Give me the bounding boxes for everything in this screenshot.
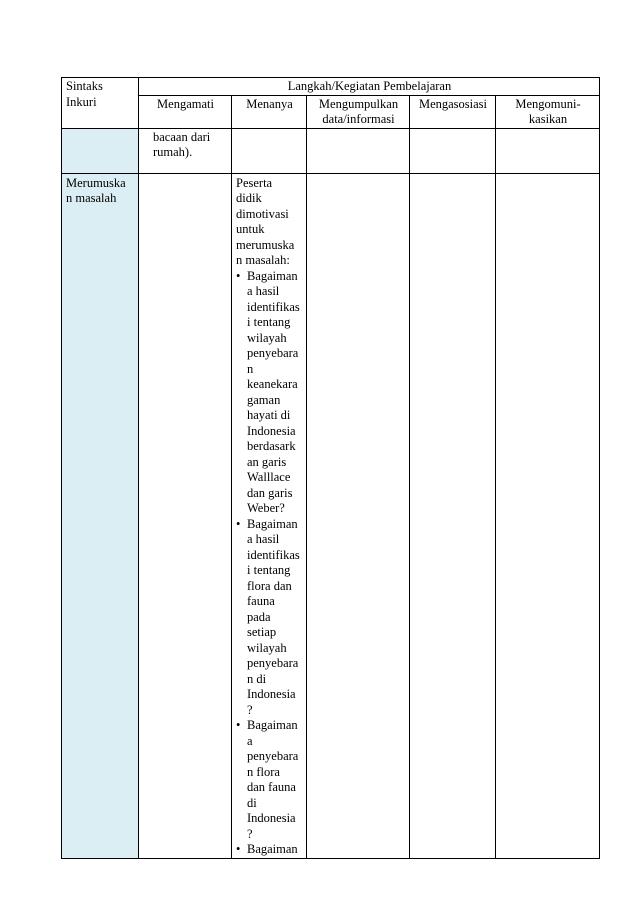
question-list bbox=[236, 269, 303, 858]
cell-mengamati-empty bbox=[139, 173, 232, 858]
header-col-mengomunikasikan: Mengomuni- kasikan bbox=[496, 95, 600, 128]
table-row-continuation bbox=[62, 128, 600, 173]
list-item: • Bagaiman bbox=[236, 842, 303, 858]
header-langkah: Langkah/Kegiatan Pembelajaran bbox=[139, 78, 600, 96]
cell-mengomunikasikan-empty bbox=[496, 128, 600, 173]
cell-mengasosiasi-empty bbox=[410, 128, 496, 173]
list-item: • Bagaiman a hasil identifikas i tentang wilayah penyebara n keanekara gaman hayati di Indonesia berdasark an garis Walllace dan garis Weber? bbox=[236, 269, 303, 517]
list-item: • Bagaiman a penyebara n flora dan fauna di Indonesia ? bbox=[236, 718, 303, 842]
cell-menanya bbox=[232, 173, 307, 858]
learning-steps-table bbox=[61, 77, 600, 859]
header-col-mengamati: Mengamati bbox=[139, 95, 232, 128]
header-col-mengasosiasi: Mengasosiasi bbox=[410, 95, 496, 128]
cell-mengamati: bacaan dari rumah). bbox=[139, 128, 232, 173]
header-row-1 bbox=[62, 78, 600, 96]
cell-menanya-empty bbox=[232, 128, 307, 173]
cell-mengasosiasi-empty bbox=[410, 173, 496, 858]
header-row-2 bbox=[62, 95, 600, 128]
header-sintaks: Sintaks Inkuri bbox=[62, 78, 139, 129]
sintaks-merumuskan-masalah: Merumuska n masalah bbox=[62, 173, 139, 858]
header-col-menanya: Menanya bbox=[232, 95, 307, 128]
list-item: • Bagaiman a hasil identifikas i tentang flora dan fauna pada setiap wilayah penyebara n di Indonesia ? bbox=[236, 517, 303, 719]
cell-mengomunikasikan-empty bbox=[496, 173, 600, 858]
table-row-merumuskan bbox=[62, 173, 600, 858]
header-col-mengumpulkan: Mengumpulkan data/informasi bbox=[307, 95, 410, 128]
cell-mengumpulkan-empty bbox=[307, 128, 410, 173]
sintaks-cell-empty bbox=[62, 128, 139, 173]
cell-mengumpulkan-empty bbox=[307, 173, 410, 858]
menanya-intro: Peserta didik dimotivasi untuk merumuska n masalah: bbox=[236, 175, 295, 267]
